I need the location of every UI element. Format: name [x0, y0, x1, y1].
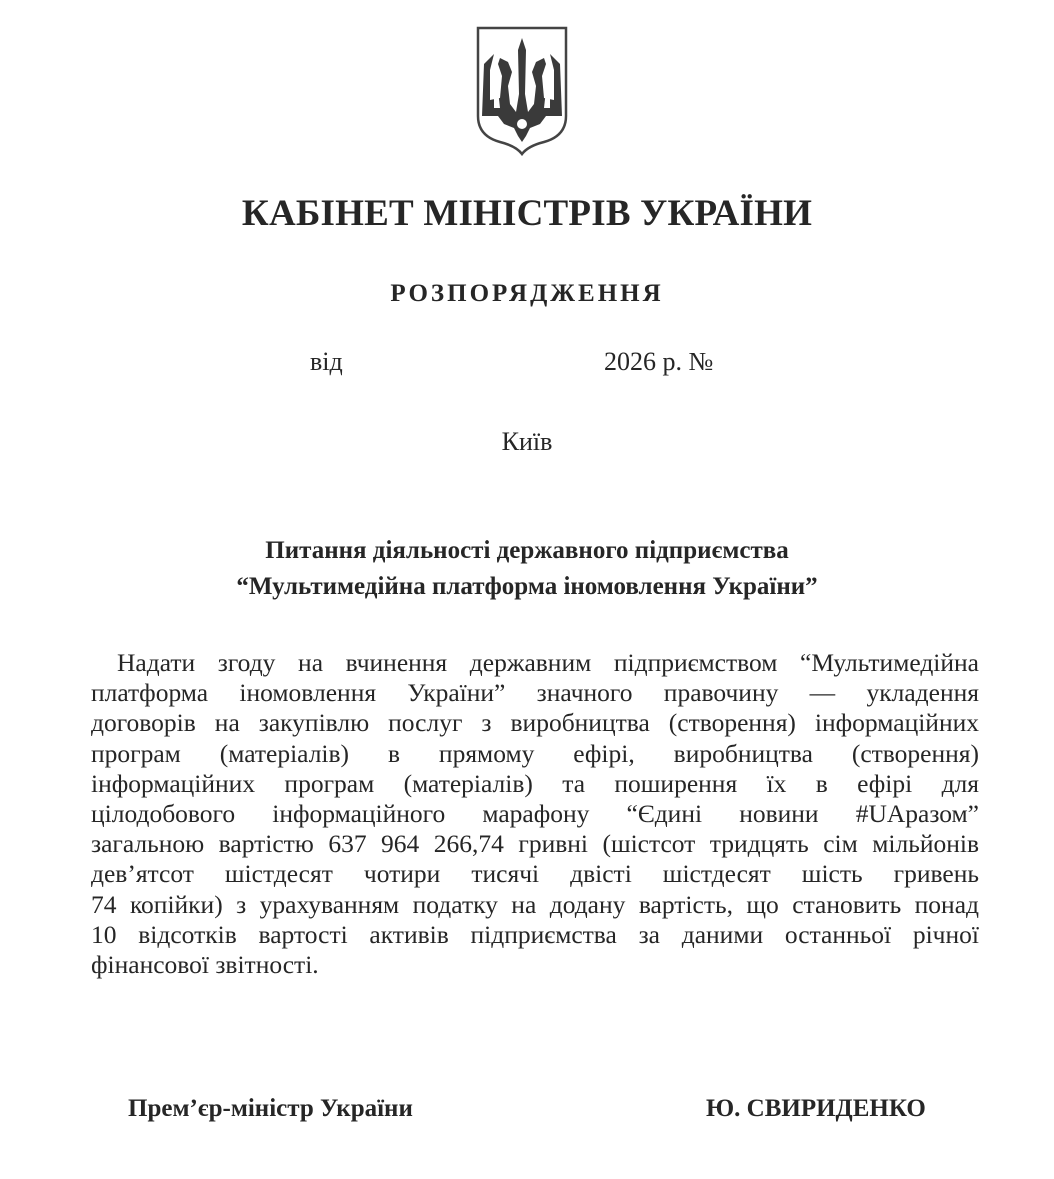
city: Київ: [501, 427, 553, 456]
body-line: 74 копійки) з урахуванням податку на додану вартість, що становить понад: [91, 889, 979, 919]
body-line: Надати згоду на вчинення державним підприємством “Мультимедійна: [117, 648, 979, 677]
body-line: дев’ятсот шістдесят чотири тисячі двісті шістдесят шість гривень: [91, 859, 979, 889]
body-paragraph: [91, 648, 979, 980]
heading-line: “Мультимедійна платформа іномовлення України”: [236, 573, 818, 600]
document-type: РОЗПОРЯДЖЕННЯ: [390, 280, 664, 307]
body-line: договорів на закупівлю послуг з виробництва (створення) інформаційних: [91, 708, 979, 738]
heading-line: Питання діяльності державного підприємства: [265, 537, 789, 564]
date-year-number: 2026 р. №: [604, 347, 714, 376]
date-from-label: від: [310, 347, 343, 376]
document-heading: [150, 533, 904, 605]
body-line: загальною вартістю 637 964 266,74 гривні (шістсот тридцять сім мільйонів: [91, 829, 979, 859]
signatory-position: Прем’єр-міністр України: [128, 1095, 413, 1122]
body-line: програм (матеріалів) в прямому ефірі, виробництва (створення): [91, 738, 979, 768]
body-line: платформа іномовлення України” значного правочину — укладення: [91, 678, 979, 708]
signatory-name: Ю. СВИРИДЕНКО: [706, 1095, 926, 1122]
body-line: фінансової звітності.: [91, 949, 319, 979]
body-line: 10 відсотків вартості активів підприємства за даними останньої річної: [91, 919, 979, 949]
body-line: цілодобового інформаційного марафону “Єдині новини #UAразом”: [91, 798, 979, 828]
coat-of-arms-icon: [474, 24, 570, 158]
body-line: інформаційних програм (матеріалів) та поширення їх в ефірі для: [91, 768, 979, 798]
issuer-title: КАБІНЕТ МІНІСТРІВ УКРАЇНИ: [241, 193, 813, 234]
